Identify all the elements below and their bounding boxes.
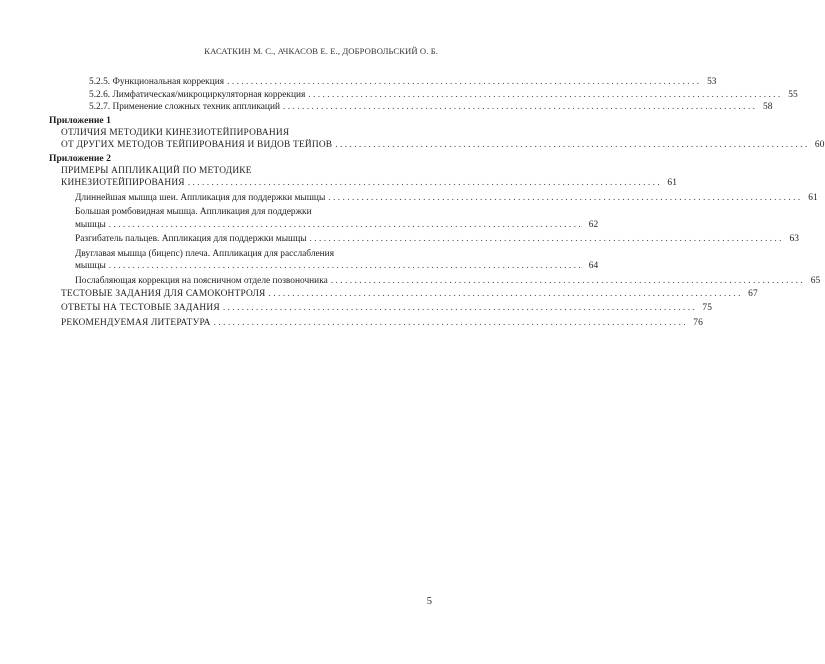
dot-leader: .................................................................................................... [108,261,584,272]
toc-entry-page: 53 [707,77,717,87]
toc-entry-title: 5.2.6. Лимфатическая/микроциркуляторная коррекция [89,89,306,100]
dot-leader: .................................................................................................... [222,303,698,314]
toc-entry [49,275,821,288]
appendix-1-heading: Приложение 1 [49,114,111,126]
toc-entry-title: Послабляющая коррекция на поясничном отделе позвоночника [75,275,328,286]
toc-entry-title-line: мышцы [75,219,106,230]
appendix-2-heading: Приложение 2 [49,152,111,164]
dot-leader: .................................................................................................... [283,102,758,113]
toc-entry-page: 75 [702,303,713,314]
dot-leader: .................................................................................................... [309,234,784,245]
toc-entry [49,302,713,315]
toc-entry [49,260,599,273]
toc-entry [49,288,758,301]
dot-leader: .................................................................................................... [330,275,806,286]
appendix-1-title-line: ОТЛИЧИЯ МЕТОДИКИ КИНЕЗИОТЕЙПИРОВАНИЯ [61,127,290,138]
dot-leader: .................................................................................................... [227,77,702,87]
appendix-2-title-line: КИНЕЗИОТЕЙПИРОВАНИЯ [61,178,185,189]
toc-entry [49,177,678,190]
toc-entry [49,76,717,89]
toc-entry-title: 5.2.5. Функциональная коррекция [89,77,225,87]
toc-entry-page: 60 [814,140,825,151]
toc-entry-page: 67 [748,288,758,299]
toc-entry-title: Разгибатель пальцев. Аппликация для поддержки мышцы [75,234,307,245]
toc-entry-title: ТЕСТОВЫЕ ЗАДАНИЯ ДЛЯ САМОКОНТРОЛЯ [61,288,266,299]
toc-entry-page: 63 [789,234,799,245]
toc-entry-title: РЕКОМЕНДУЕМАЯ ЛИТЕРАТУРА [61,317,211,328]
toc-entry [49,233,799,246]
toc-entry-page: 76 [693,317,704,328]
toc-entry-title-line: Двуглавая мышца (бицепс) плеча. Аппликация для расслабления [75,248,335,259]
dot-leader: .................................................................................................... [328,192,803,203]
toc-entry [49,101,773,114]
toc-entry-page: 58 [763,102,773,113]
dot-leader: .................................................................................................... [268,288,743,299]
dot-leader: .................................................................................................... [187,178,663,189]
toc-entry [49,219,599,232]
toc-entry-title-line: мышцы [75,261,106,272]
toc-entry-title: ОТВЕТЫ НА ТЕСТОВЫЕ ЗАДАНИЯ [61,303,220,314]
toc-entry-page: 65 [810,275,821,286]
toc-entry-page: 61 [808,192,818,203]
dot-leader: .................................................................................................... [108,219,584,230]
dot-leader: .................................................................................................... [213,317,689,328]
appendix-1-title-line: ОТ ДРУГИХ МЕТОДОВ ТЕЙПИРОВАНИЯ И ВИДОВ ТЕЙПОВ [61,140,333,151]
toc-entry [49,192,818,205]
toc-entry-page: 61 [667,178,678,189]
toc-entry-page: 55 [788,89,798,100]
toc-entry [49,139,825,152]
toc-entry [49,317,704,330]
toc-entry-page: 64 [588,261,599,272]
toc-entry [49,89,798,102]
running-head: КАСАТКИН М. С., АЧКАСОВ Е. Е., ДОБРОВОЛЬСКИЙ О. Б. [204,46,438,56]
dot-leader: .................................................................................................... [335,140,810,151]
table-of-contents [49,76,825,329]
toc-entry-page: 62 [588,219,599,230]
page-number: 5 [426,596,432,607]
toc-entry-title: 5.2.7. Применение сложных техник аппликаций [89,102,280,113]
toc-entry-title-line: Большая ромбовидная мышца. Аппликация для поддержки [75,207,312,218]
toc-entry-title: Длиннейшая мышца шеи. Аппликация для поддержки мышцы [75,192,326,203]
dot-leader: .................................................................................................... [308,89,783,100]
appendix-2-title-line: ПРИМЕРЫ АППЛИКАЦИЙ ПО МЕТОДИКЕ [61,165,252,176]
